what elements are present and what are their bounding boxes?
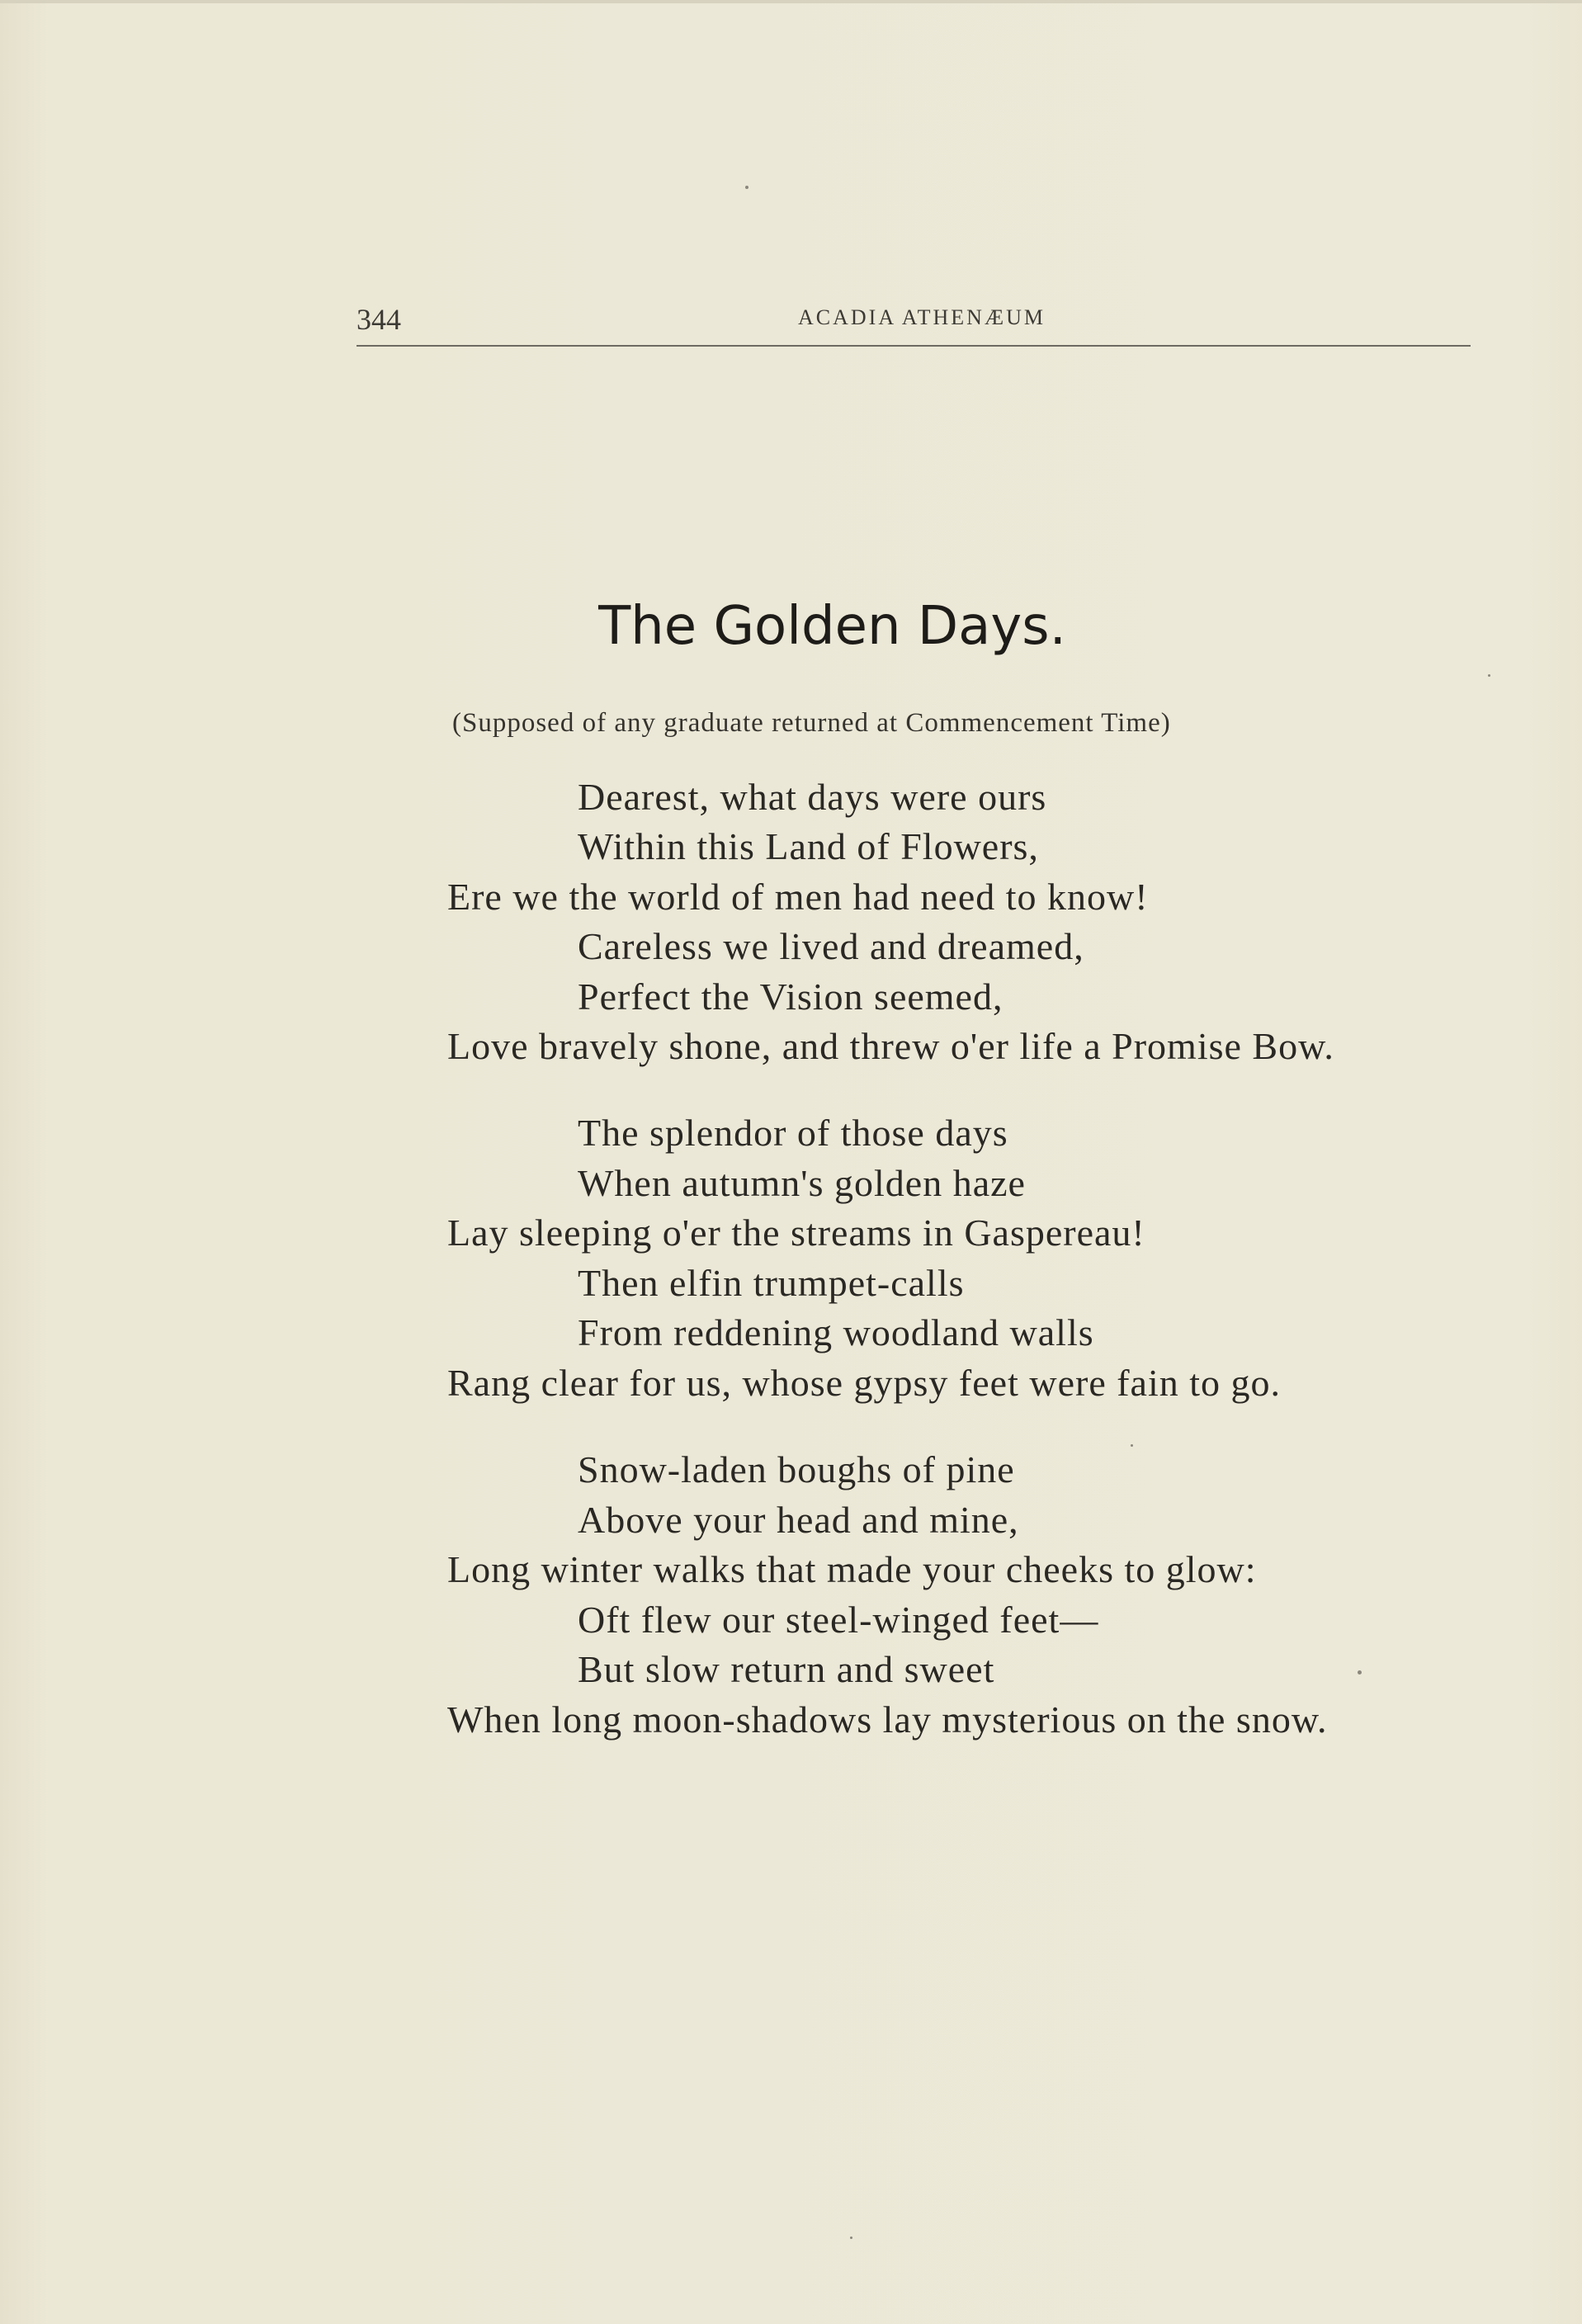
poem-line: Rang clear for us, whose gypsy feet were fain to go.	[447, 1362, 1282, 1404]
poem-line: Love bravely shone, and threw o'er life a Promise Bow.	[447, 1025, 1334, 1067]
paper-speck	[850, 2237, 852, 2239]
poem-line: When long moon-shadows lay mysterious on the snow.	[447, 1698, 1328, 1741]
poem-line: Oft flew our steel-winged feet—	[578, 1599, 1099, 1641]
paper-speck	[1131, 1444, 1133, 1447]
poem-line: Snow-laden boughs of pine	[578, 1448, 1015, 1490]
poem-line: But slow return and sweet	[578, 1648, 995, 1690]
poem-title: The Golden Days.	[598, 596, 1066, 657]
page-header	[357, 299, 1471, 345]
poem-line: Then elfin trumpet-calls	[578, 1262, 965, 1304]
poem-subtitle: (Supposed of any graduate returned at Commencement Time)	[452, 708, 1171, 738]
poem-line: Above your head and mine,	[578, 1499, 1019, 1541]
poem-line: Within this Land of Flowers,	[578, 825, 1039, 867]
paper-speck	[745, 186, 748, 189]
poem-line: From reddening woodland walls	[578, 1311, 1094, 1353]
poem-line: When autumn's golden haze	[578, 1162, 1026, 1204]
header-rule	[357, 345, 1471, 347]
poem-line: The splendor of those days	[578, 1112, 1008, 1154]
poem-line: Long winter walks that made your cheeks to glow:	[447, 1548, 1257, 1590]
poem-line: Dearest, what days were ours	[578, 776, 1047, 818]
page-number: 344	[357, 303, 401, 336]
poem-line: Lay sleeping o'er the streams in Gaspereau!	[447, 1212, 1145, 1254]
poem-line: Perfect the Vision seemed,	[578, 975, 1004, 1018]
poem-line: Careless we lived and dreamed,	[578, 925, 1084, 967]
running-head: ACADIA ATHENÆUM	[798, 305, 1046, 329]
paper-speck	[1358, 1670, 1362, 1675]
poem-line: Ere we the world of men had need to know!	[447, 876, 1149, 918]
paper-speck	[1488, 674, 1490, 677]
page-top-edge	[0, 0, 1582, 3]
